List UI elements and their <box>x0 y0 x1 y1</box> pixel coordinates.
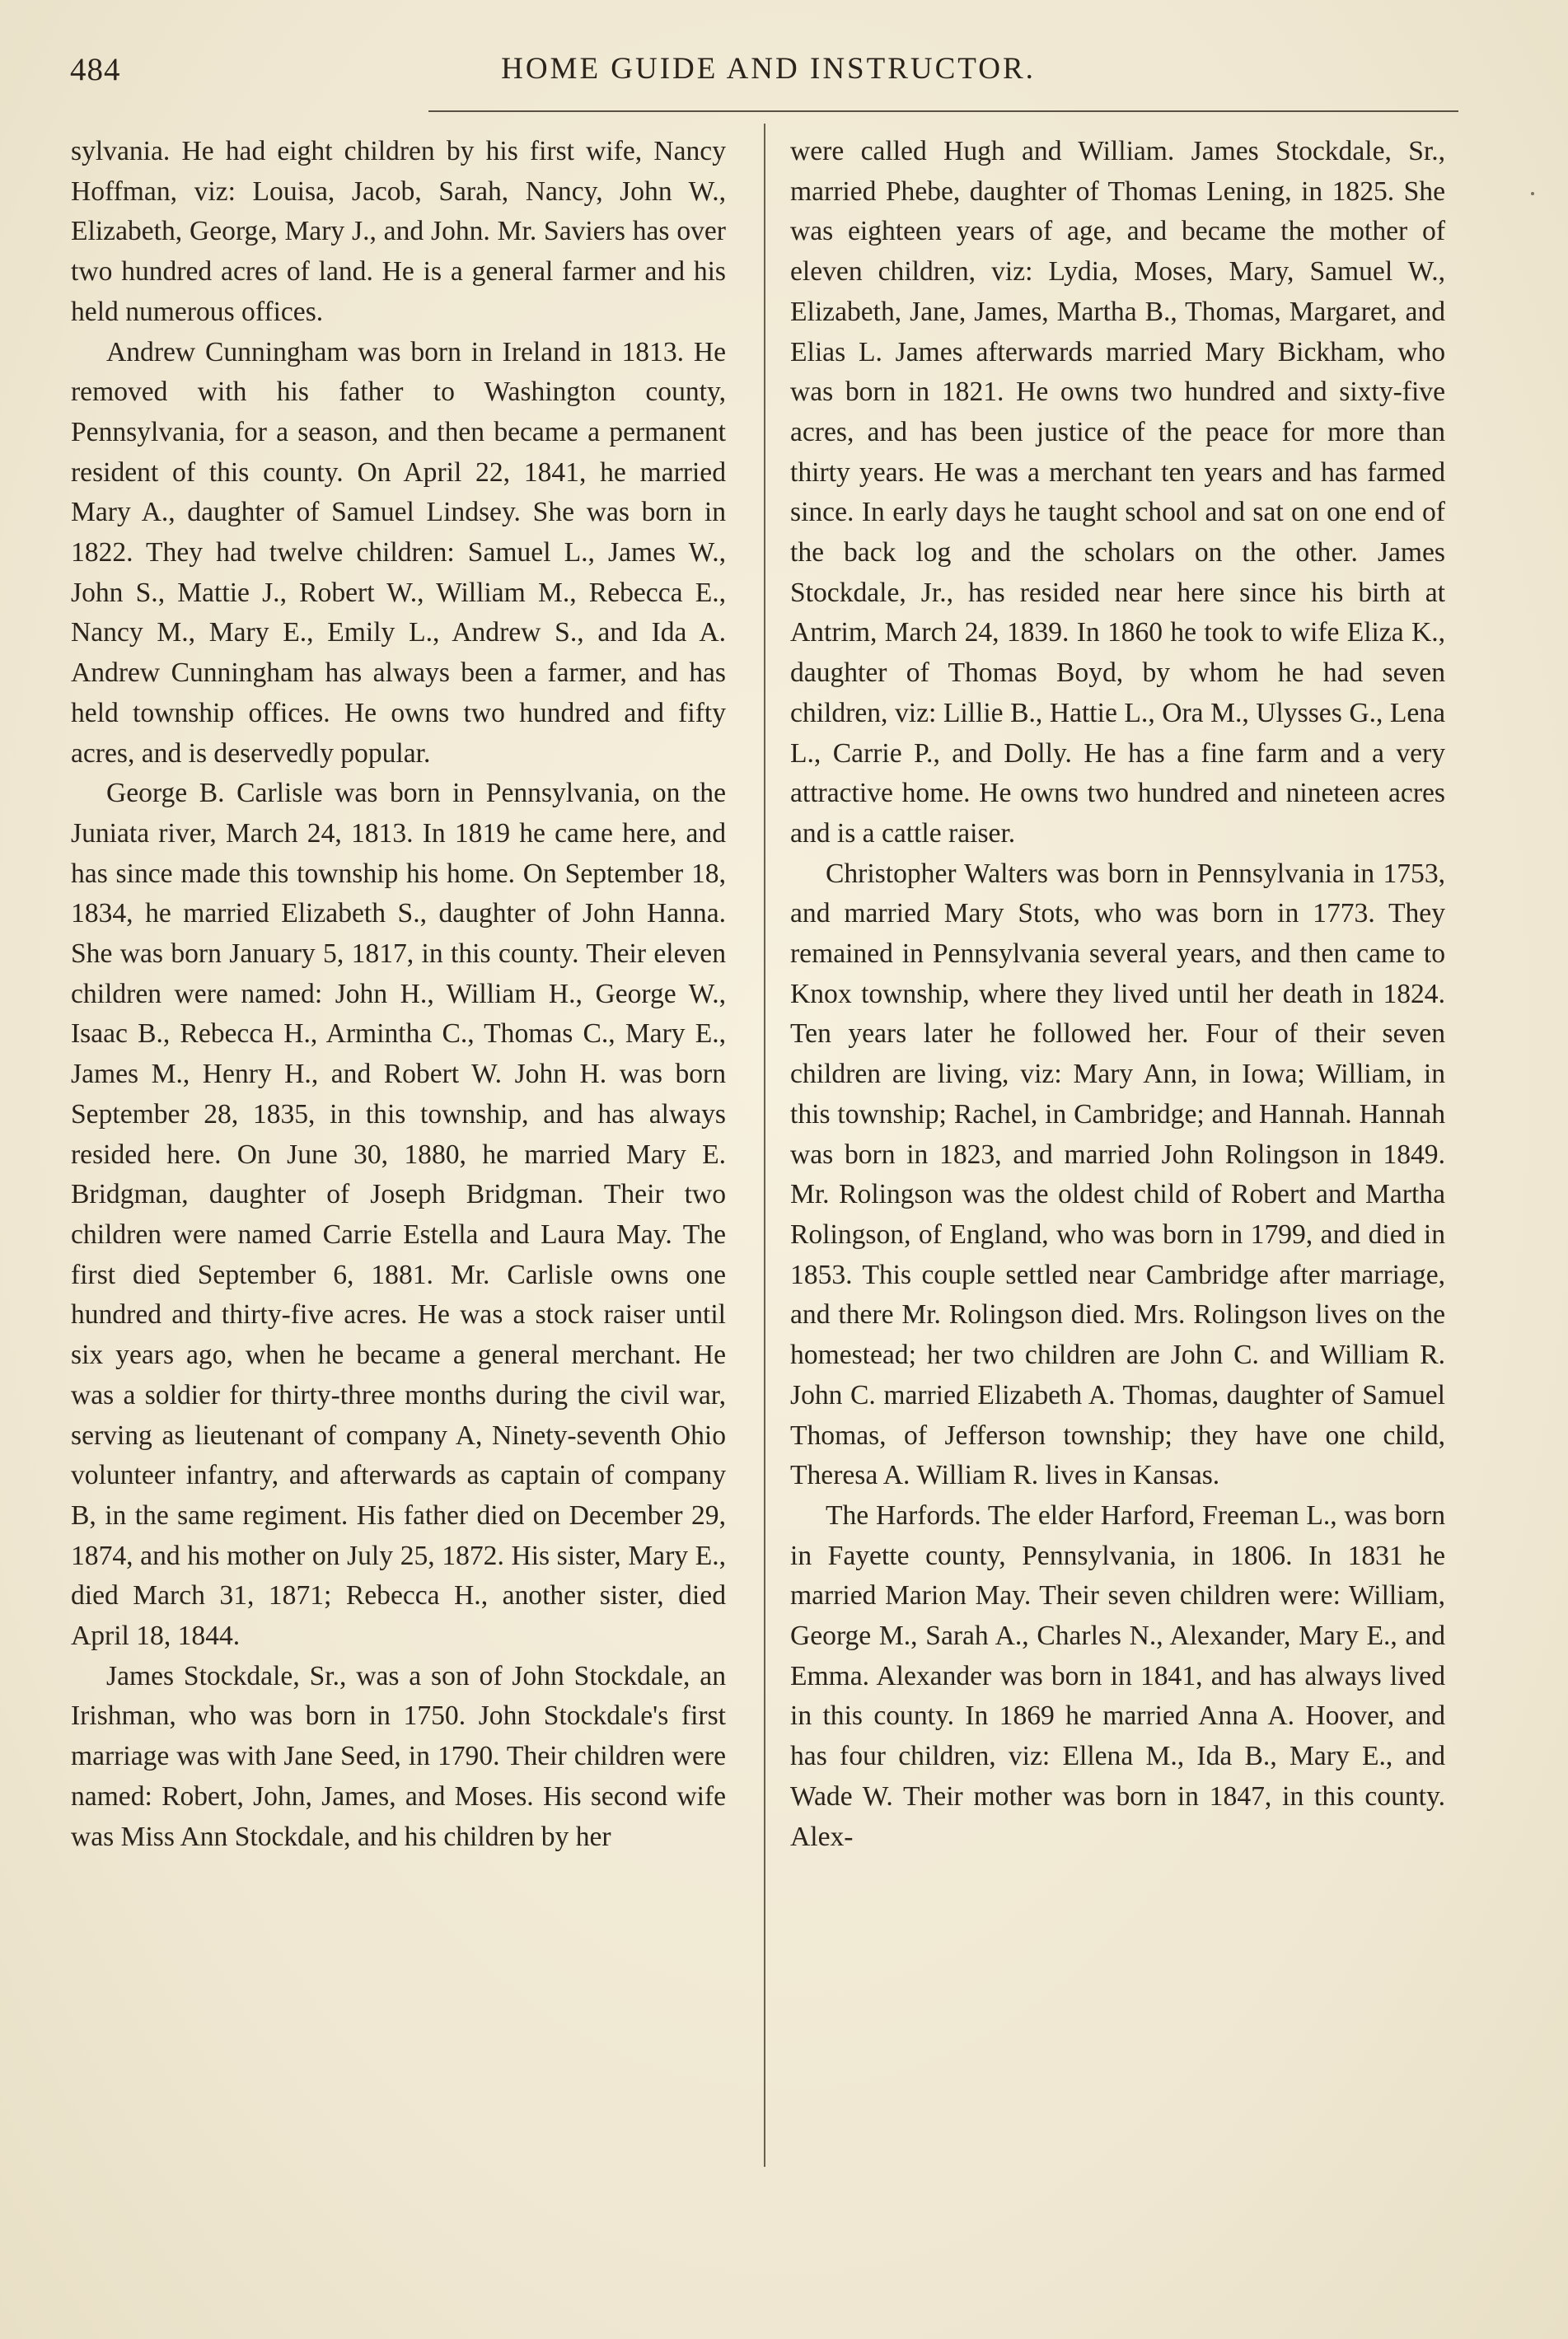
right-column <box>790 132 1445 1857</box>
paragraph: The Harfords. The elder Harford, Freeman L., was born in Fayette county, Pennsylvania, in 1806. In 1831 he married Marion May. Their seven children were: William, George M., Sarah A., Charles N., Alexander, Mary E., and Emma. Alexander was born in 1841, and has always lived in this county. In 1869 he married Anna A. Hoover, and has four children, viz: Ellena M., Ida B., Mary E., and Wade W. Their mother was born in 1847, in this county. Alex- <box>790 1499 1445 1852</box>
paragraph: sylvania. He had eight children by his first wife, Nancy Hoffman, viz: Louisa, Jacob, Sarah, Nancy, John W., Elizabeth, George, Mary J., and John. Mr. Saviers has over two hundred acres of land. He is a general farmer and his held numerous offices. <box>71 136 726 327</box>
left-column <box>71 132 726 1857</box>
header-rule <box>428 110 1458 112</box>
column-divider <box>764 124 765 2167</box>
paragraph: Andrew Cunningham was born in Ireland in 1813. He removed with his father to Washington county, Pennsylvania, for a season, and then became a permanent resident of this county. On April 22, 1841, he married Mary A., daughter of Samuel Lindsey. She was born in 1822. They had twelve children: Samuel L., James W., John S., Mattie J., Robert W., William M., Rebecca E., Nancy M., Mary E., Emily L., Andrew S., and Ida A. Andrew Cunningham has always been a farmer, and has held township offices. He owns two hundred and fifty acres, and is deservedly popular. <box>71 336 726 769</box>
paper-speck <box>1531 192 1534 195</box>
paragraph: Christopher Walters was born in Pennsylvania in 1753, and married Mary Stots, who was born in 1773. They remained in Pennsylvania several years, and then came to Knox township, where they lived until her death in 1824. Ten years later he followed her. Four of their seven children are living, viz: Mary Ann, in Iowa; William, in this township; Rachel, in Cambridge; and Hannah. Hannah was born in 1823, and married John Rolingson in 1849. Mr. Rolingson was the oldest child of Robert and Martha Rolingson, of England, who was born in 1799, and died in 1853. This couple settled near Cambridge after marriage, and there Mr. Rolingson died. Mrs. Rolingson lives on the homestead; her two children are John C. and William R. John C. married Elizabeth A. Thomas, daughter of Samuel Thomas, of Jefferson township; they have one child, Theresa A. William R. lives in Kansas. <box>790 858 1445 1491</box>
paragraph: were called Hugh and William. James Stockdale, Sr., married Phebe, daughter of Thomas Lening, in 1825. She was eighteen years of age, and became the mother of eleven children, viz: Lydia, Moses, Mary, Samuel W., Elizabeth, Jane, James, Martha B., Thomas, Margaret, and Elias L. James afterwards married Mary Bickham, who was born in 1821. He owns two hundred and sixty-five acres, and has been justice of the peace for more than thirty years. He was a merchant ten years and has farmed since. In early days he taught school and sat on one end of the back log and the scholars on the other. James Stockdale, Jr., has resided near here since his birth at Antrim, March 24, 1839. In 1860 he took to wife Eliza K., daughter of Thomas Boyd, by whom he had seven children, viz: Lillie B., Hattie L., Ora M., Ulysses G., Lena L., Carrie P., and Dolly. He has a fine farm and a very attractive home. He owns two hundred and nineteen acres and is a cattle raiser. <box>790 136 1445 849</box>
page-header <box>70 51 1467 101</box>
paragraph: James Stockdale, Sr., was a son of John Stockdale, an Irishman, who was born in 1750. John Stockdale's first marriage was with Jane Seed, in 1790. Their children were named: Robert, John, James, and Moses. His second wife was Miss Ann Stockdale, and his children by her <box>71 1660 726 1852</box>
page-number: 484 <box>70 52 121 87</box>
paragraph: George B. Carlisle was born in Pennsylvania, on the Juniata river, March 24, 1813. In 1819 he came here, and has since made this township his home. On September 18, 1834, he married Elizabeth S., daughter of John Hanna. She was born January 5, 1817, in this county. Their eleven children were named: John H., William H., George W., Isaac B., Rebecca H., Armintha C., Thomas C., Mary E., James M., Henry H., and Robert W. John H. was born September 28, 1835, in this township, and has always resided here. On June 30, 1880, he married Mary E. Bridgman, daughter of Joseph Bridgman. Their two children were named Carrie Estella and Laura May. The first died September 6, 1881. Mr. Carlisle owns one hundred and thirty-five acres. He was a stock raiser until six years ago, when he became a general merchant. He was a soldier for thirty-three months during the civil war, serving as lieutenant of company A, Ninety-seventh Ohio volunteer infantry, and afterwards as captain of company B, in the same regiment. His father died on December 29, 1874, and his mother on July 25, 1872. His sister, Mary E., died March 31, 1871; Rebecca H., another sister, died April 18, 1844. <box>71 778 726 1652</box>
running-head: HOME GUIDE AND INSTRUCTOR. <box>501 52 1036 86</box>
